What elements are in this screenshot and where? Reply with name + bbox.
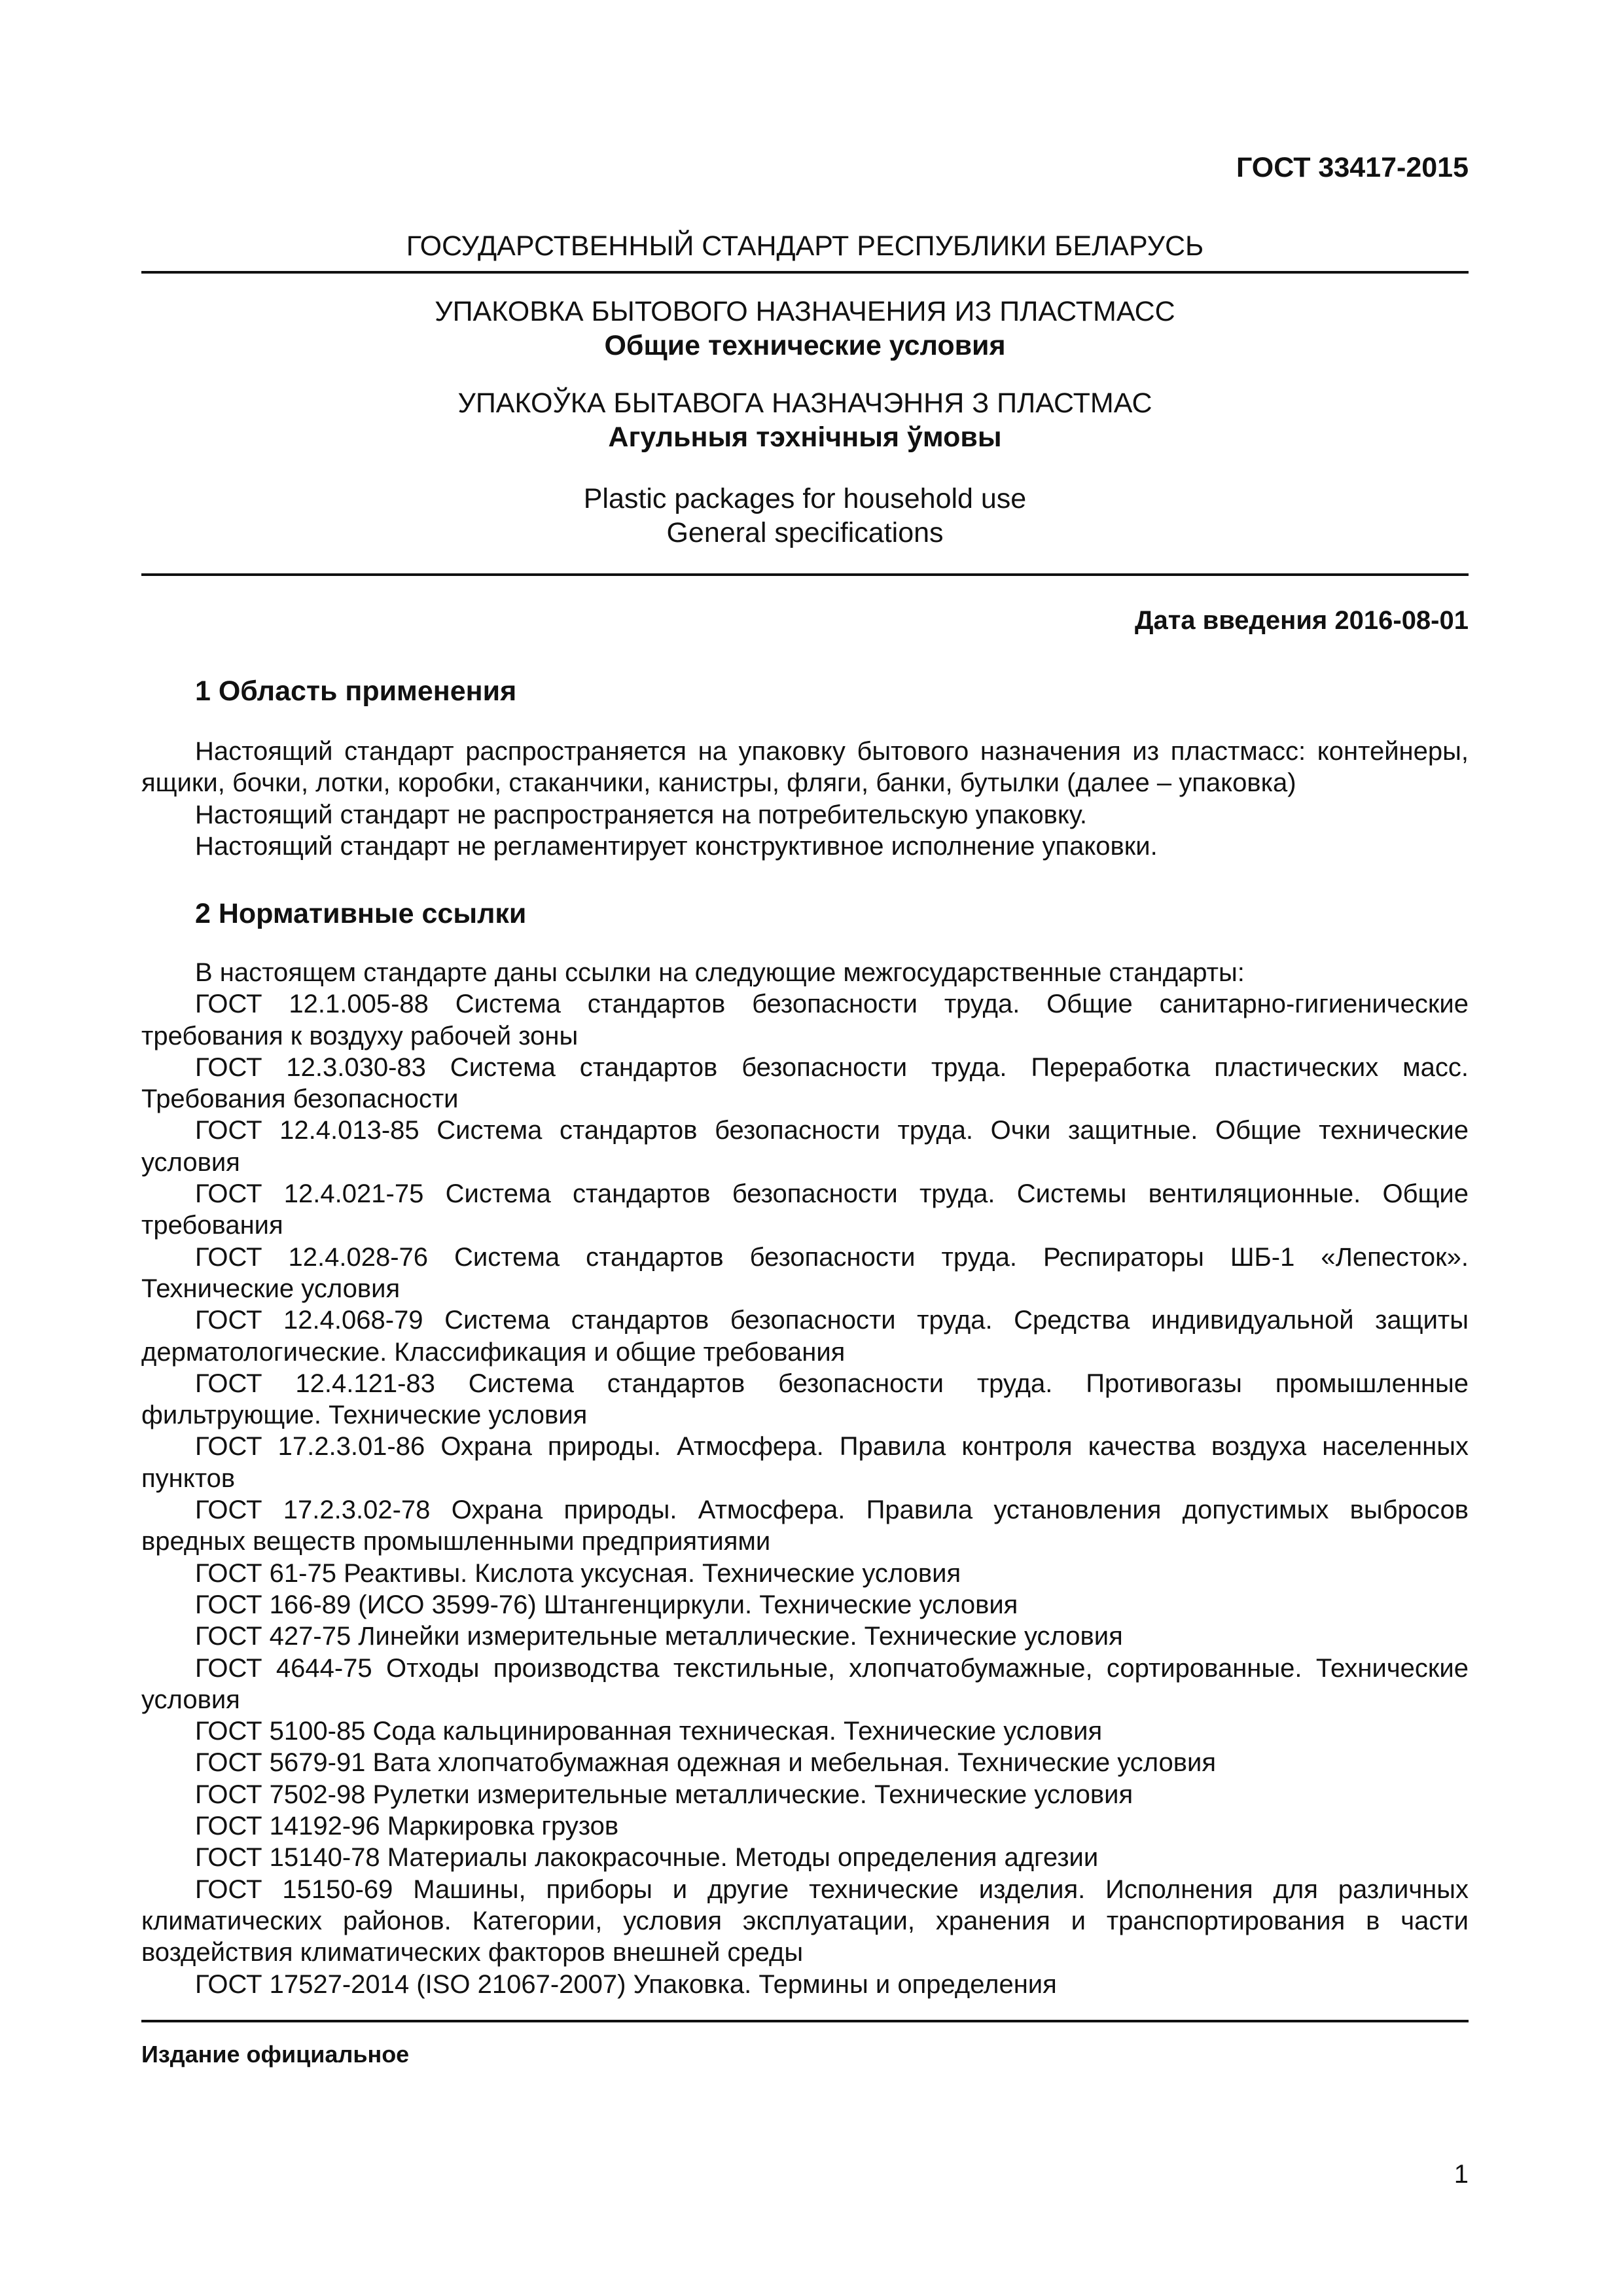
footer-rule <box>141 2020 1469 2022</box>
reference-item: ГОСТ 17.2.3.01-86 Охрана природы. Атмосфера. Правила контроля качества воздуха населенных пунктов <box>141 1432 1469 1493</box>
title-english <box>141 482 1469 550</box>
reference-item: ГОСТ 14192-96 Маркировка грузов <box>195 1812 619 1841</box>
reference-item: ГОСТ 166-89 (ИСО 3599-76) Штангенциркули. Технические условия <box>195 1590 1018 1619</box>
reference-item: ГОСТ 15150-69 Машины, приборы и другие технические изделия. Исполнения для различных климатических районов. Категории, условия эксплуатации, хранения и транспортирования в части воздействия климатических факторов внешней среды <box>141 1874 1469 1967</box>
title-ru-main: УПАКОВКА БЫТОВОГО НАЗНАЧЕНИЯ ИЗ ПЛАСТМАСС <box>435 296 1175 327</box>
section-1-paragraph: Настоящий стандарт не распространяется на потребительскую упаковку. <box>195 800 1087 829</box>
section-1-paragraph: Настоящий стандарт не регламентирует конструктивное исполнение упаковки. <box>195 831 1158 861</box>
title-russian <box>141 295 1469 363</box>
reference-item: ГОСТ 61-75 Реактивы. Кислота уксусная. Технические условия <box>195 1558 961 1588</box>
reference-item: ГОСТ 15140-78 Материалы лакокрасочные. Методы определения адгезии <box>195 1843 1099 1873</box>
reference-item: ГОСТ 12.4.121-83 Система стандартов безопасности труда. Противогазы промышленные фильтрующие. Технические условия <box>141 1369 1469 1430</box>
reference-item: ГОСТ 427-75 Линейки измерительные металлические. Технические условия <box>195 1622 1123 1651</box>
section-1-paragraph: Настоящий стандарт распространяется на упаковку бытового назначения из пластмасс: контейнеры, ящики, бочки, лотки, коробки, стаканчики, канистры, фляги, банки, бутылки (далее – упаковка) <box>141 737 1469 798</box>
title-by-sub: Агульныя тэхнічныя ўмовы <box>608 422 1002 453</box>
reference-item: ГОСТ 12.4.028-76 Система стандартов безопасности труда. Респираторы ШБ-1 «Лепесток». Технические условия <box>141 1242 1469 1303</box>
reference-item: ГОСТ 12.3.030-83 Система стандартов безопасности труда. Переработка пластических масс. Требования безопасности <box>141 1052 1469 1114</box>
reference-item: ГОСТ 4644-75 Отходы производства текстильные, хлопчатобумажные, сортированные. Технические условия <box>141 1653 1469 1714</box>
section-2-heading: 2 Нормативные ссылки <box>195 898 527 929</box>
title-by-main: УПАКОЎКА БЫТАВОГА НАЗНАЧЭННЯ З ПЛАСТМАС <box>457 387 1152 419</box>
section-1-body <box>141 736 1469 862</box>
section-2-intro: В настоящем стандарте даны ссылки на следующие межгосударственные стандарты: <box>195 958 1245 987</box>
reference-item: ГОСТ 12.4.068-79 Система стандартов безопасности труда. Средства индивидуальной защиты дерматологические. Классификация и общие требования <box>141 1306 1469 1367</box>
reference-item: ГОСТ 7502-98 Рулетки измерительные металлические. Технические условия <box>195 1780 1133 1809</box>
header-rule <box>141 271 1469 274</box>
introduction-date: Дата введения 2016-08-01 <box>1134 606 1469 635</box>
edition-note: Издание официальное <box>141 2041 410 2068</box>
title-en-sub: General specifications <box>666 517 944 548</box>
reference-item: ГОСТ 12.1.005-88 Система стандартов безопасности труда. Общие санитарно-гигиенические требования к воздуху рабочей зоны <box>141 990 1469 1050</box>
standard-code: ГОСТ 33417-2015 <box>1236 152 1469 183</box>
reference-item: ГОСТ 5679-91 Вата хлопчатобумажная одежная и мебельная. Технические условия <box>195 1748 1217 1778</box>
title-en-main: Plastic packages for household use <box>583 483 1027 514</box>
title-rule <box>141 573 1469 576</box>
section-2-body <box>141 957 1469 2000</box>
state-standard-title: ГОСУДАРСТВЕННЫЙ СТАНДАРТ РЕСПУБЛИКИ БЕЛАРУСЬ <box>406 230 1204 262</box>
title-ru-sub: Общие технические условия <box>604 330 1006 361</box>
reference-item: ГОСТ 17527-2014 (ISO 21067-2007) Упаковка. Термины и определения <box>195 1969 1057 1999</box>
reference-item: ГОСТ 17.2.3.02-78 Охрана природы. Атмосфера. Правила установления допустимых выбросов вредных веществ промышленными предприятиями <box>141 1496 1469 1556</box>
title-belarusian <box>141 386 1469 454</box>
page-number: 1 <box>1454 2160 1469 2189</box>
section-1-heading: 1 Область применения <box>195 675 517 707</box>
reference-item: ГОСТ 12.4.013-85 Система стандартов безопасности труда. Очки защитные. Общие технические условия <box>141 1116 1469 1177</box>
reference-item: ГОСТ 12.4.021-75 Система стандартов безопасности труда. Системы вентиляционные. Общие требования <box>141 1179 1469 1240</box>
reference-item: ГОСТ 5100-85 Сода кальцинированная техническая. Технические условия <box>195 1717 1103 1746</box>
